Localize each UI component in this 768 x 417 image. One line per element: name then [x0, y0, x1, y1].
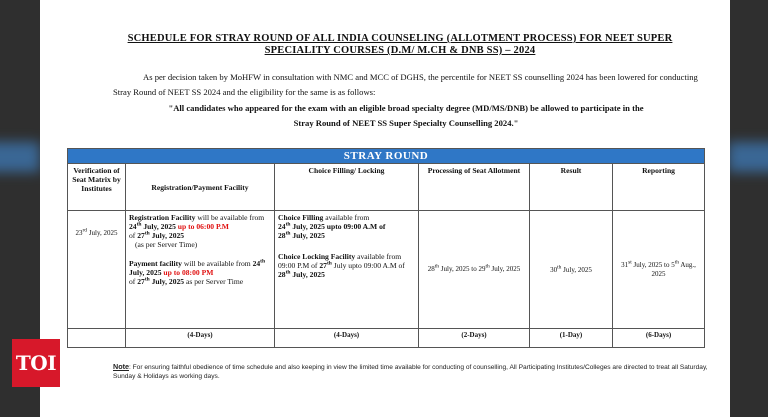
choice-locking-text: available from 09:00 P.M of [278, 252, 402, 270]
backdrop-accent-right [728, 142, 768, 172]
choice-locking-to-rest: July, 2025 [290, 270, 325, 279]
table-row [68, 211, 705, 329]
cell-registration [126, 211, 275, 329]
reporting-from-day: 31 [621, 260, 629, 269]
payment-block [129, 259, 271, 286]
result-day: 30 [550, 265, 558, 274]
intro-paragraph: As per decision taken by MoHFW in consultation with NMC and MCC of DGHS, the percentile for NEET SS counselling 2024 has been lowered for conducting Stray Round of NEET SS 2024 and the eligibility for the same is as follows: [113, 72, 698, 97]
choice-filling-to-rest: July, 2025 [290, 231, 325, 240]
stray-round-schedule-table [67, 148, 705, 348]
choice-filling-block [278, 213, 415, 240]
choice-filling-to-day: 28 [278, 231, 286, 240]
choice-filling-text: available from [323, 213, 370, 222]
registration-to-sup: th [144, 230, 150, 237]
choice-locking-from-sup: th [326, 260, 332, 267]
duration-choice: (4-Days) [275, 329, 419, 348]
title-line-1: SCHEDULE FOR STRAY ROUND OF ALL INDIA COUNSELING (ALLOTMENT PROCESS) FOR NEET SUPER [127, 33, 673, 44]
choice-locking-label: Choice Locking Facility [278, 252, 356, 261]
choice-filling-from-day: 24 [278, 222, 286, 231]
payment-of: of [129, 277, 138, 286]
result-sup: th [557, 264, 562, 271]
title-line-2: SPECIALITY COURSES (D.M/ M.CH & DNB SS) – 2024 [264, 45, 536, 56]
footnote [113, 362, 713, 381]
reporting-mid: July, 2025 to 5 [631, 260, 675, 269]
choice-locking-block [278, 252, 415, 279]
cell-result [530, 211, 613, 329]
payment-to-rest: July, 2025 [149, 277, 185, 286]
choice-locking-from-day: 27 [319, 261, 327, 270]
processing-from-day: 28 [427, 265, 435, 273]
payment-from-rest: July, 2025 [129, 268, 162, 277]
registration-from-day: 24 [129, 222, 137, 231]
choice-locking-to-sup: th [285, 269, 291, 276]
choice-filling-mid: July, 2025 upto 09:00 A.M of [290, 222, 386, 231]
reporting-rest: Aug., 2025 [651, 260, 696, 278]
table-banner: STRAY ROUND [68, 149, 705, 164]
duration-reporting: (6-Days) [613, 329, 705, 348]
payment-server-time: as per Server Time [184, 277, 244, 286]
processing-mid: July, 2025 to [439, 265, 479, 273]
registration-from-rest: July, 2025 [141, 222, 176, 231]
payment-to-sup: th [144, 276, 150, 283]
duration-result: (1-Day) [530, 329, 613, 348]
verification-day: 23 [75, 229, 83, 237]
toi-logo: TOI [12, 339, 60, 387]
choice-filling-to-sup: th [285, 230, 291, 237]
registration-deadline: up to 06:00 P.M [175, 222, 229, 231]
header-choice: Choice Filling/ Locking [275, 164, 419, 211]
quote-line-2: Stray Round of NEET SS Super Specialty Counselling 2024." [293, 118, 519, 128]
note-label: Note [113, 362, 129, 371]
processing-from-sup: th [434, 263, 440, 270]
registration-from-sup: th [136, 221, 142, 228]
processing-to-sup: th [485, 263, 490, 270]
eligibility-quote [126, 101, 686, 131]
payment-text: will be available from [181, 259, 253, 268]
header-reporting: Reporting [613, 164, 705, 211]
payment-from-sup: th [260, 258, 266, 265]
choice-locking-to-day: 28 [278, 270, 286, 279]
document-title [100, 33, 700, 57]
registration-label: Registration Facility [129, 213, 196, 222]
header-result: Result [530, 164, 613, 211]
payment-to-day: 27 [137, 277, 145, 286]
header-verification: Verification of Seat Matrix by Institutes [68, 164, 126, 211]
table-header-row [68, 164, 705, 211]
choice-locking-mid: July upto 09:00 A.M of [331, 261, 405, 270]
payment-deadline: up to 08:00 PM [161, 268, 214, 277]
verification-rest: July, 2025 [87, 229, 118, 237]
cell-reporting [613, 211, 705, 329]
note-text: : For ensuring faithful obedience of time schedule and also keeping in view the limited time available for conducting of counselling, All Participating Institutes/Colleges are directed to treat all Saturday, Sunday & Holidays as working days. [113, 364, 708, 380]
registration-to-day: 27 [137, 231, 145, 240]
result-rest: July, 2025 [561, 265, 592, 274]
table-duration-row [68, 329, 705, 348]
choice-filling-label: Choice Filling [278, 213, 324, 222]
cell-choice [275, 211, 419, 329]
registration-block [129, 213, 271, 249]
registration-to-rest: July, 2025 [149, 231, 185, 240]
header-registration: Registration/Payment Facility [126, 164, 275, 211]
processing-rest: July, 2025 [489, 265, 521, 273]
payment-label: Payment facility [129, 259, 182, 268]
schedule-document [40, 0, 730, 417]
backdrop-accent-left [0, 142, 40, 172]
reporting-from-sup: st [628, 259, 632, 266]
registration-text: will be available from [195, 213, 265, 222]
payment-from-day: 24 [252, 259, 261, 268]
processing-to-day: 29 [478, 265, 486, 273]
choice-filling-from-sup: th [285, 221, 291, 228]
duration-processing: (2-Days) [419, 329, 530, 348]
duration-verification [68, 329, 126, 348]
verification-sup: rd [82, 227, 88, 234]
registration-server-time: (as per Server Time) [135, 240, 198, 249]
duration-registration: (4-Days) [126, 329, 275, 348]
quote-line-1: "All candidates who appeared for the exam with an eligible broad specialty degree (MD/MS/DNB) be allowed to participate in the [168, 103, 644, 113]
registration-of: of [129, 231, 138, 240]
reporting-to-sup: th [674, 259, 679, 266]
cell-processing [419, 211, 530, 329]
header-processing: Processing of Seat Allotment [419, 164, 530, 211]
cell-verification-date [68, 211, 126, 329]
